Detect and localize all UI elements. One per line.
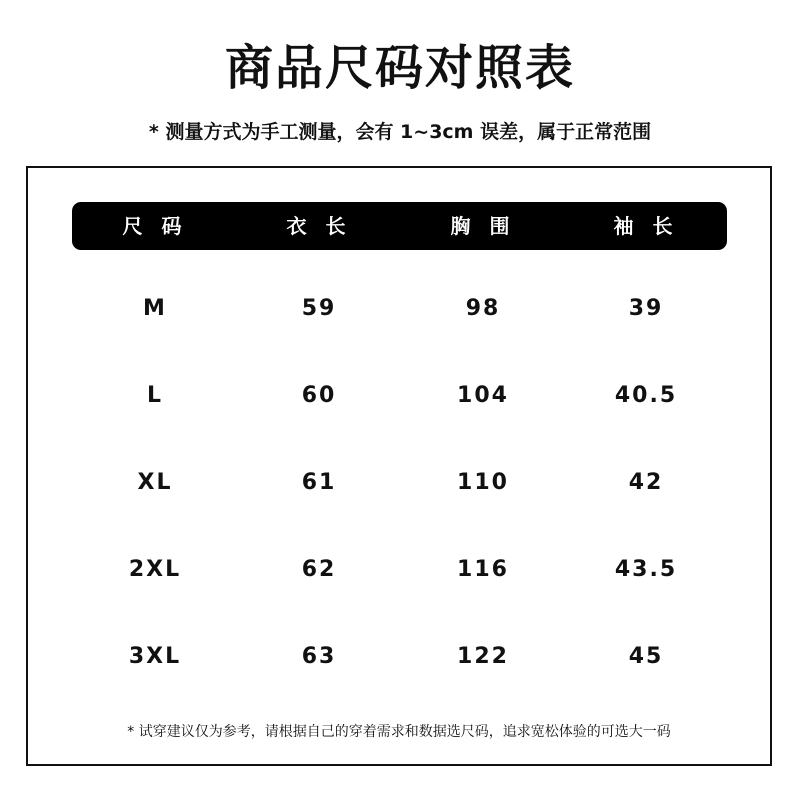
cell-length: 62 <box>301 557 337 582</box>
header-sleeve: 袖 长 <box>613 214 679 238</box>
cell-chest: 110 <box>457 470 509 495</box>
header-chest: 胸 围 <box>450 214 516 238</box>
cell-size: 3XL <box>128 644 182 669</box>
cell-size: M <box>143 296 167 321</box>
header-length: 衣 长 <box>286 214 352 238</box>
cell-chest: 104 <box>457 383 509 408</box>
size-chart-frame <box>26 166 772 766</box>
cell-size: L <box>146 383 164 408</box>
cell-sleeve: 43.5 <box>614 557 678 582</box>
cell-chest: 98 <box>465 296 501 321</box>
cell-length: 63 <box>301 644 337 669</box>
table-row <box>72 289 727 329</box>
cell-size: XL <box>137 470 173 495</box>
table-row <box>72 376 727 416</box>
cell-size: 2XL <box>128 557 182 582</box>
fit-advice-note: * 试穿建议仅为参考，请根据自己的穿着需求和数据选尺码，追求宽松体验的可选大一码 <box>127 724 671 740</box>
cell-length: 61 <box>301 470 337 495</box>
cell-sleeve: 40.5 <box>614 383 678 408</box>
cell-sleeve: 39 <box>628 296 664 321</box>
table-row <box>72 463 727 503</box>
table-row <box>72 550 727 590</box>
cell-length: 59 <box>301 296 337 321</box>
cell-length: 60 <box>301 383 337 408</box>
cell-sleeve: 45 <box>628 644 664 669</box>
cell-chest: 116 <box>457 557 509 582</box>
header-size: 尺 码 <box>122 214 188 238</box>
table-header <box>72 202 727 250</box>
table-row <box>72 637 727 677</box>
measurement-note: * 测量方式为手工测量，会有 1~3cm 误差，属于正常范围 <box>148 121 652 143</box>
cell-sleeve: 42 <box>628 470 664 495</box>
page-title: 商品尺码对照表 <box>224 40 575 96</box>
cell-chest: 122 <box>457 644 509 669</box>
